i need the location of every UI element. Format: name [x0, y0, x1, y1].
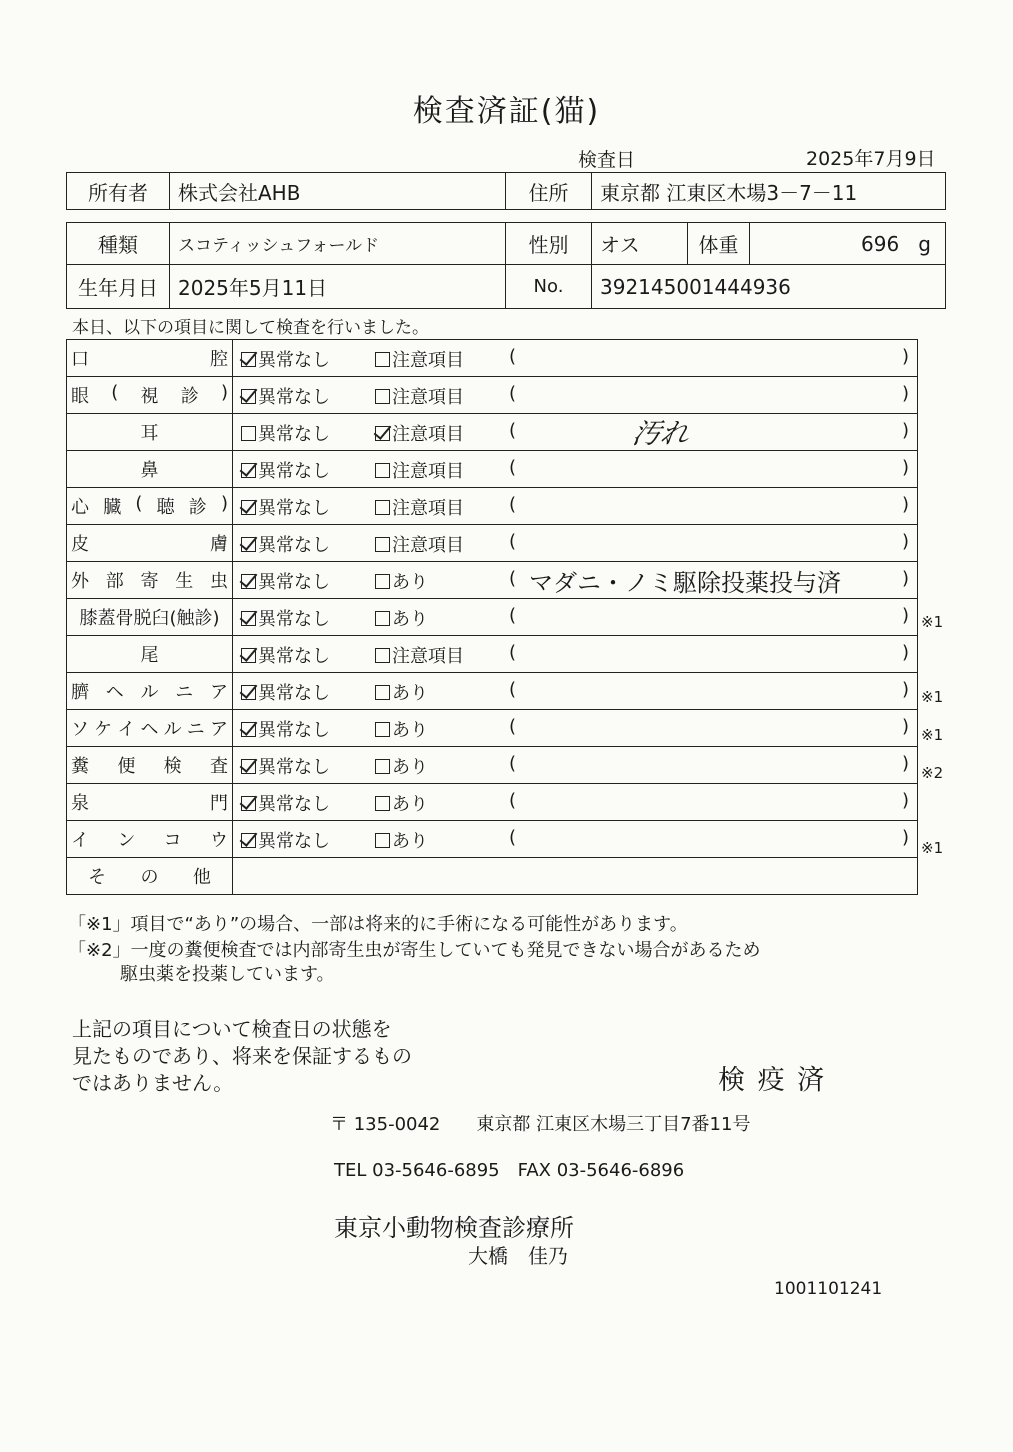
checkbox-attention[interactable]: [375, 500, 390, 515]
checkbox-normal[interactable]: [241, 722, 256, 737]
item-options-cell: [233, 562, 918, 599]
item-name-char: 耳: [140, 423, 159, 444]
option-label: 注意項目: [392, 387, 464, 408]
item-name-char: ル: [163, 719, 182, 740]
option-1[interactable]: [241, 642, 330, 668]
checkbox-normal[interactable]: [241, 389, 256, 404]
birth-label: 生年月日: [67, 265, 170, 309]
option-1[interactable]: [241, 827, 330, 853]
inspection-items-table: [66, 339, 918, 895]
item-name-char: 膝蓋骨脱臼(触診): [79, 608, 220, 629]
option-2[interactable]: [375, 420, 464, 446]
option-label: 異常なし: [258, 683, 330, 704]
item-name-char: 腔: [210, 349, 228, 370]
item-row: [67, 599, 918, 636]
item-name-char: 皮: [71, 534, 89, 555]
weight-cell: [750, 223, 946, 265]
disclaimer: [72, 1016, 412, 1097]
checkbox-attention[interactable]: [375, 648, 390, 663]
item-name-cell: [67, 488, 233, 525]
item-options-cell: [233, 599, 918, 636]
checkbox-attention[interactable]: [375, 574, 390, 589]
footnote-mark: ※1: [921, 612, 944, 631]
item-options-cell: [233, 340, 918, 377]
option-label: 異常なし: [258, 794, 330, 815]
paren-close: ): [901, 346, 909, 367]
checkbox-normal[interactable]: [241, 796, 256, 811]
paren-open: (: [509, 457, 517, 478]
paren-close: ): [901, 420, 909, 441]
item-note: 汚れ: [629, 417, 692, 450]
item-name-cell: [67, 821, 233, 858]
vet-name: 大橋 佳乃: [468, 1244, 568, 1268]
item-name-char: の: [140, 867, 159, 888]
item-name-char: ア: [209, 719, 228, 740]
item-name: [71, 826, 228, 852]
paren-open: (: [509, 716, 517, 737]
option-label: あり: [392, 757, 428, 778]
paren-open: (: [509, 420, 517, 441]
item-rows: [67, 340, 918, 895]
option-label: 異常なし: [258, 424, 330, 445]
footnote-1: 「※1」項目で“あり”の場合、一部は将来的に手術になる可能性があります。: [68, 914, 688, 935]
paren-close: ): [901, 494, 909, 515]
option-2[interactable]: [375, 827, 428, 853]
option-label: 注意項目: [392, 461, 464, 482]
paren-close: ): [901, 605, 909, 626]
item-row: [67, 340, 918, 377]
item-row-other: [67, 858, 918, 895]
item-name-char: 便: [117, 756, 136, 777]
item-name-char: 口: [71, 349, 89, 370]
item-name-char: 生: [175, 571, 194, 592]
item-row: [67, 488, 918, 525]
item-name: [71, 456, 228, 482]
item-name-char: 尾: [140, 645, 159, 666]
option-label: あり: [392, 831, 428, 852]
disclaimer-line-2: 見たものであり、将来を保証するもの: [72, 1044, 412, 1068]
item-name-char: 他: [192, 867, 211, 888]
item-name-char: ニ: [186, 719, 205, 740]
item-name-char: 診: [180, 386, 199, 407]
option-label: 注意項目: [392, 424, 464, 445]
item-options-cell: [233, 784, 918, 821]
item-row: [67, 747, 918, 784]
disclaimer-line-3: ではありません。: [72, 1071, 234, 1095]
paren-open: (: [509, 827, 517, 848]
item-name: [71, 789, 228, 815]
item-options-cell: [233, 525, 918, 562]
paren-close: ): [901, 679, 909, 700]
item-options-cell: [233, 488, 918, 525]
option-label: あり: [392, 720, 428, 741]
checkbox-normal[interactable]: [241, 463, 256, 478]
item-name-char: ヘ: [140, 719, 159, 740]
weight-unit: g: [918, 231, 931, 256]
other-notes-cell[interactable]: [233, 858, 918, 895]
option-1[interactable]: [241, 605, 330, 631]
option-label: 異常なし: [258, 498, 330, 519]
option-label: 異常なし: [258, 757, 330, 778]
item-name: [71, 493, 228, 519]
item-name: [71, 382, 228, 408]
checkbox-normal[interactable]: [241, 648, 256, 663]
option-label: あり: [392, 572, 428, 593]
item-options-cell: [233, 414, 918, 451]
item-name-char: コ: [163, 830, 182, 851]
item-name-char: 臍: [71, 682, 89, 703]
item-name-char: 虫: [210, 571, 228, 592]
item-row: [67, 821, 918, 858]
item-name-char: ソ: [71, 719, 89, 740]
item-name-char: 臓: [103, 497, 122, 518]
document-number: 1001101241: [774, 1279, 883, 1299]
checkbox-attention[interactable]: [375, 685, 390, 700]
item-name-char: 視: [140, 386, 159, 407]
owner-label: 所有者: [67, 173, 170, 210]
document-title: 検査済証(猫): [412, 94, 601, 129]
item-name-char: 寄: [140, 571, 159, 592]
checkbox-attention[interactable]: [375, 389, 390, 404]
item-name-cell: [67, 858, 233, 895]
item-row: [67, 414, 918, 451]
option-label: 異常なし: [258, 572, 330, 593]
item-name-char: 糞: [71, 756, 89, 777]
item-name-char: ヘ: [105, 682, 124, 703]
paren-close: ): [901, 753, 909, 774]
item-name-cell: [67, 673, 233, 710]
checkbox-normal[interactable]: [241, 685, 256, 700]
item-name-cell: [67, 599, 233, 636]
item-row: [67, 377, 918, 414]
item-name-char: ン: [117, 830, 136, 851]
item-name: [71, 863, 228, 889]
item-name-cell: [67, 414, 233, 451]
item-name-char: 眼: [71, 386, 89, 407]
item-name-char: 査: [209, 756, 228, 777]
intro-text: 本日、以下の項目に関して検査を行いました。: [72, 318, 429, 338]
exam-date-label: 検査日: [578, 149, 636, 171]
checkbox-attention[interactable]: [375, 796, 390, 811]
option-1[interactable]: [241, 383, 330, 409]
paren-close: ): [901, 383, 909, 404]
number-label: No.: [506, 265, 592, 309]
option-label: 異常なし: [258, 387, 330, 408]
checkbox-attention[interactable]: [375, 537, 390, 552]
footnote-mark: ※1: [921, 839, 944, 858]
option-1[interactable]: [241, 494, 330, 520]
clinic-name: 東京小動物検査診療所: [334, 1214, 574, 1242]
item-name-char: 診: [188, 497, 207, 518]
inspection-stamp: 検 疫 済: [718, 1065, 827, 1096]
checkbox-attention[interactable]: [375, 833, 390, 848]
item-row: [67, 784, 918, 821]
item-options-cell: [233, 821, 918, 858]
disclaimer-line-1: 上記の項目について検査日の状態を: [72, 1017, 392, 1041]
breed-label: 種類: [67, 223, 170, 265]
item-row: [67, 562, 918, 599]
breed-value: スコティッシュフォールド: [170, 223, 506, 265]
option-2[interactable]: [375, 753, 428, 779]
option-2[interactable]: [375, 790, 428, 816]
item-name-char: イ: [71, 830, 89, 851]
footnote-mark: ※2: [921, 763, 944, 782]
item-name-char: ケ: [94, 719, 113, 740]
item-name-cell: [67, 377, 233, 414]
option-label: 異常なし: [258, 646, 330, 667]
item-name: [71, 604, 228, 630]
item-row: [67, 636, 918, 673]
option-2[interactable]: [375, 346, 464, 372]
weight-label: 体重: [688, 223, 750, 265]
checkbox-attention[interactable]: [375, 722, 390, 737]
item-name: [71, 345, 228, 371]
item-name-char: 泉: [71, 793, 89, 814]
item-name-cell: [67, 340, 233, 377]
item-name: [71, 567, 228, 593]
item-name-char: (: [135, 493, 143, 514]
paren-open: (: [509, 346, 517, 367]
item-name-char: ニ: [175, 682, 194, 703]
item-name: [71, 715, 228, 741]
paren-close: ): [901, 642, 909, 663]
birth-value: 2025年5月11日: [170, 265, 506, 309]
option-1[interactable]: [241, 346, 330, 372]
item-name-cell: [67, 451, 233, 488]
option-label: 注意項目: [392, 350, 464, 371]
checkbox-attention[interactable]: [375, 611, 390, 626]
checkbox-normal[interactable]: [241, 574, 256, 589]
option-1[interactable]: [241, 568, 330, 594]
option-label: 異常なし: [258, 720, 330, 741]
paren-open: (: [509, 531, 517, 552]
item-name-cell: [67, 562, 233, 599]
item-name-char: 鼻: [140, 460, 159, 481]
item-name-cell: [67, 710, 233, 747]
item-name-char: 聴: [156, 497, 175, 518]
option-label: 異常なし: [258, 609, 330, 630]
checkbox-normal[interactable]: [241, 352, 256, 367]
option-label: 異常なし: [258, 535, 330, 556]
item-name-char: 心: [71, 497, 89, 518]
paren-open: (: [509, 568, 517, 589]
paren-open: (: [509, 383, 517, 404]
option-2[interactable]: [375, 568, 428, 594]
option-1[interactable]: [241, 531, 330, 557]
item-name: [71, 419, 228, 445]
option-2[interactable]: [375, 642, 464, 668]
item-name: [71, 752, 228, 778]
item-row: [67, 451, 918, 488]
option-2[interactable]: [375, 494, 464, 520]
item-name-char: 膚: [210, 534, 228, 555]
address-label: 住所: [506, 173, 592, 210]
paren-open: (: [509, 753, 517, 774]
option-2[interactable]: [375, 383, 464, 409]
checkbox-attention[interactable]: [375, 426, 390, 441]
item-name-char: 外: [71, 571, 89, 592]
item-options-cell: [233, 747, 918, 784]
item-note: マダニ・ノミ駆除投薬投与済: [529, 569, 841, 597]
owner-table: [66, 172, 946, 210]
paren-open: (: [509, 494, 517, 515]
checkbox-normal[interactable]: [241, 833, 256, 848]
footnote-2a: 「※2」一度の糞便検査では内部寄生虫が寄生していても発見できない場合があるため: [68, 940, 761, 961]
item-name-char: (: [111, 382, 119, 403]
option-1[interactable]: [241, 420, 330, 446]
paren-open: (: [509, 642, 517, 663]
item-name-cell: [67, 525, 233, 562]
item-name-char: 検: [163, 756, 182, 777]
option-1[interactable]: [241, 716, 330, 742]
checkbox-normal[interactable]: [241, 426, 256, 441]
paren-open: (: [509, 605, 517, 626]
option-1[interactable]: [241, 753, 330, 779]
sex-label: 性別: [506, 223, 592, 265]
item-options-cell: [233, 636, 918, 673]
checkbox-attention[interactable]: [375, 352, 390, 367]
paren-close: ): [901, 716, 909, 737]
item-name-char: ル: [140, 682, 159, 703]
paren-close: ): [901, 531, 909, 552]
item-name-cell: [67, 747, 233, 784]
item-name: [71, 530, 228, 556]
item-options-cell: [233, 710, 918, 747]
footnote-2b: 駆虫薬を投薬しています。: [120, 964, 335, 985]
paren-close: ): [901, 827, 909, 848]
option-label: あり: [392, 683, 428, 704]
item-options-cell: [233, 673, 918, 710]
item-row: [67, 525, 918, 562]
option-2[interactable]: [375, 457, 464, 483]
paren-close: ): [901, 790, 909, 811]
checkbox-attention[interactable]: [375, 759, 390, 774]
checkbox-normal[interactable]: [241, 611, 256, 626]
item-name-cell: [67, 636, 233, 673]
item-name: [71, 641, 228, 667]
option-label: あり: [392, 609, 428, 630]
checkbox-normal[interactable]: [241, 759, 256, 774]
checkbox-normal[interactable]: [241, 537, 256, 552]
option-1[interactable]: [241, 790, 330, 816]
address-value: 東京都 江東区木場3－7－11: [592, 173, 946, 210]
item-name-cell: [67, 784, 233, 821]
paren-close: ): [901, 568, 909, 589]
animal-table: [66, 222, 946, 309]
option-label: 異常なし: [258, 831, 330, 852]
option-2[interactable]: [375, 716, 428, 742]
option-2[interactable]: [375, 605, 428, 631]
item-name-char: ア: [210, 682, 228, 703]
option-1[interactable]: [241, 457, 330, 483]
item-row: [67, 710, 918, 747]
option-2[interactable]: [375, 679, 428, 705]
clinic-phone-fax: TEL 03-5646-6895 FAX 03-5646-6896: [334, 1160, 685, 1181]
option-label: あり: [392, 794, 428, 815]
checkbox-attention[interactable]: [375, 463, 390, 478]
paren-open: (: [509, 790, 517, 811]
footnote-mark: ※1: [921, 688, 944, 707]
item-options-cell: [233, 451, 918, 488]
item-row: [67, 673, 918, 710]
exam-date-value: 2025年7月9日: [806, 148, 936, 170]
weight-value: 696: [861, 231, 900, 256]
paren-close: ): [901, 457, 909, 478]
option-1[interactable]: [241, 679, 330, 705]
option-label: 注意項目: [392, 535, 464, 556]
sex-value: オス: [592, 223, 688, 265]
number-value: 392145001444936: [592, 265, 946, 309]
item-name-char: イ: [117, 719, 136, 740]
option-label: 異常なし: [258, 350, 330, 371]
footnote-mark: ※1: [921, 726, 944, 744]
option-label: 注意項目: [392, 646, 464, 667]
item-options-cell: [233, 377, 918, 414]
item-name-char: 部: [105, 571, 124, 592]
option-label: 異常なし: [258, 461, 330, 482]
paren-open: (: [509, 679, 517, 700]
item-name: [71, 678, 228, 704]
item-name-char: ): [220, 382, 228, 403]
item-name-char: ウ: [209, 830, 228, 851]
option-label: 注意項目: [392, 498, 464, 519]
item-name-char: 門: [210, 793, 228, 814]
clinic-address: 〒 135-0042 東京都 江東区木場三丁目7番11号: [330, 1114, 751, 1135]
owner-value: 株式会社AHB: [170, 173, 506, 210]
item-name-char: そ: [88, 867, 107, 888]
item-name-char: ): [220, 493, 228, 514]
checkbox-normal[interactable]: [241, 500, 256, 515]
option-2[interactable]: [375, 531, 464, 557]
